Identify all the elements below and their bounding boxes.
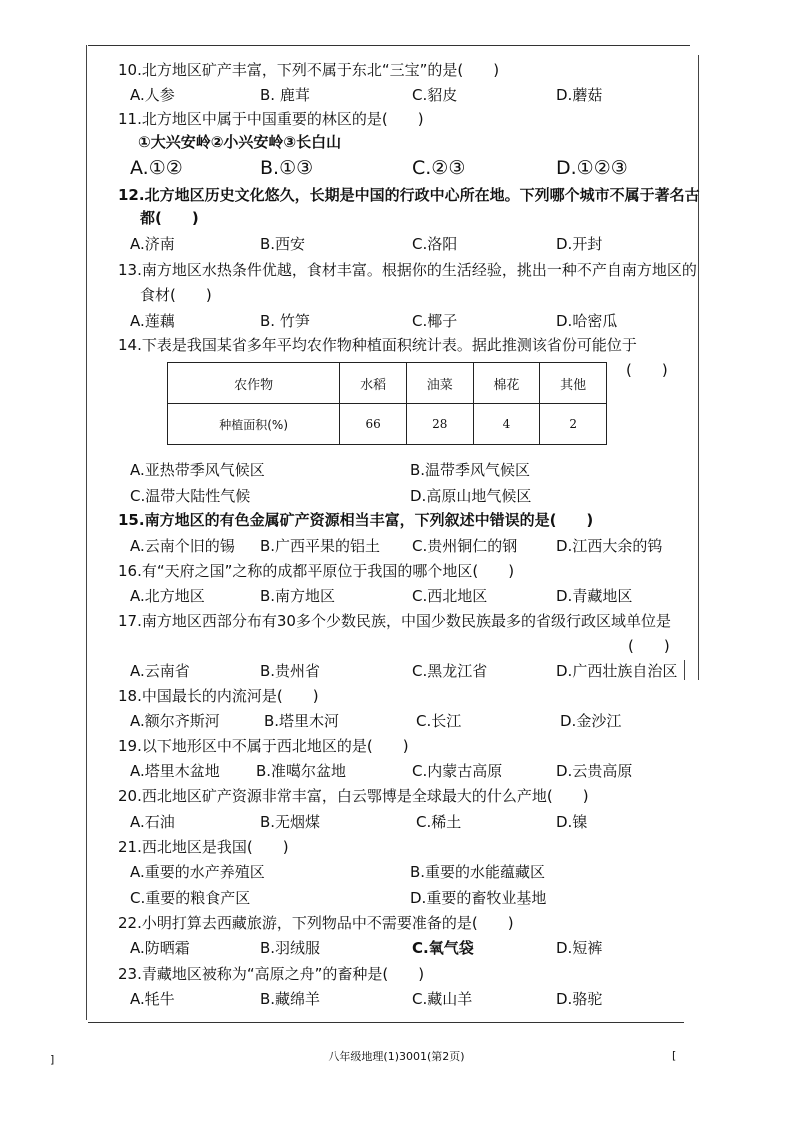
- footer-right-mark: [: [672, 1049, 677, 1062]
- question-22-options: [130, 938, 690, 958]
- q17-option-c: C.黑龙江省: [412, 662, 488, 680]
- table-header-row: [168, 363, 607, 404]
- top-rule: [88, 45, 690, 46]
- question-15-stem: 15.南方地区的有色金属矿产资源相当丰富，下列叙述中错误的是( ): [118, 511, 594, 529]
- q12-option-c: C.洛阳: [412, 235, 458, 253]
- q22-option-a: A.防晒霜: [130, 939, 190, 957]
- question-12-stem-line1: 12.北方地区历史文化悠久，长期是中国的行政中心所在地。下列哪个城市不属于著名古: [118, 186, 700, 204]
- q19-option-a: A.塔里木盆地: [130, 762, 220, 780]
- q13-option-b: B. 竹笋: [260, 312, 310, 330]
- question-10-stem: 10.北方地区矿产丰富，下列不属于东北“三宝”的是( ): [118, 61, 500, 79]
- q14-option-c: C.温带大陆性气候: [130, 487, 251, 505]
- question-23-options: [130, 989, 690, 1009]
- question-11-subitems: ①大兴安岭②小兴安岭③长白山: [138, 133, 342, 151]
- question-14-stem: 14.下表是我国某省多年平均农作物种植面积统计表。据此推测该省份可能位于: [118, 336, 637, 354]
- q12-option-b: B.西安: [260, 235, 306, 253]
- table-header-cell: 油菜: [406, 363, 473, 404]
- question-21-options-row1: [130, 862, 690, 882]
- question-17-stem: 17.南方地区西部分布有30多个少数民族，中国少数民族最多的省级行政区域单位是: [118, 612, 671, 630]
- q21-option-a: A.重要的水产养殖区: [130, 863, 265, 881]
- q13-option-a: A.莲藕: [130, 312, 175, 330]
- question-21-options-row2: [130, 888, 690, 908]
- q14-option-a: A.亚热带季风气候区: [130, 461, 265, 479]
- question-18-stem: 18.中国最长的内流河是( ): [118, 687, 319, 705]
- table-header-cell: 农作物: [168, 363, 340, 404]
- q14-option-b: B.温带季风气候区: [410, 461, 531, 479]
- q22-option-b: B.羽绒服: [260, 939, 321, 957]
- q11-option-d: D.①②③: [556, 157, 628, 179]
- q23-option-d: D.骆驼: [556, 990, 603, 1008]
- crop-area-table: [167, 362, 607, 445]
- q12-option-a: A.济南: [130, 235, 175, 253]
- question-13-stem-line2: 食材( ): [140, 286, 212, 304]
- left-margin-line: [86, 45, 87, 1020]
- q20-option-a: A.石油: [130, 813, 175, 831]
- question-21-stem: 21.西北地区是我国( ): [118, 838, 289, 856]
- question-14-options-row1: [130, 460, 690, 480]
- q21-option-c: C.重要的粮食产区: [130, 889, 251, 907]
- question-15-options: [130, 536, 690, 556]
- question-11-stem: 11.北方地区中属于中国重要的林区的是( ): [118, 110, 424, 128]
- table-header-cell: 其他: [540, 363, 607, 404]
- q20-option-b: B.无烟煤: [260, 813, 321, 831]
- q17-option-a: A.云南省: [130, 662, 190, 680]
- table-cell: 4: [473, 404, 540, 445]
- question-16-options: [130, 586, 690, 606]
- question-12-stem-line2: 都( ): [140, 209, 199, 227]
- q16-option-b: B.南方地区: [260, 587, 336, 605]
- q10-option-c: C.貂皮: [412, 86, 458, 104]
- question-12-options: [130, 234, 690, 254]
- bottom-rule: [88, 1022, 684, 1023]
- q10-option-b: B. 鹿茸: [260, 86, 310, 104]
- table-cell: 28: [406, 404, 473, 445]
- question-18-options: [130, 711, 690, 731]
- right-margin-line: [698, 55, 699, 680]
- table-header-cell: 棉花: [473, 363, 540, 404]
- q13-option-c: C.椰子: [412, 312, 458, 330]
- page-footer: 八年级地理(1)3001(第2页): [328, 1050, 465, 1063]
- q17-option-d: D.广西壮族自治区: [556, 662, 678, 680]
- question-13-options: [130, 311, 690, 331]
- q16-option-c: C.西北地区: [412, 587, 488, 605]
- q15-option-a: A.云南个旧的锡: [130, 537, 235, 555]
- question-14-answer-paren: ( ): [626, 361, 668, 379]
- q23-option-c: C.藏山羊: [412, 990, 473, 1008]
- q15-option-c: C.贵州铜仁的钢: [412, 537, 518, 555]
- q12-option-d: D.开封: [556, 235, 603, 253]
- q16-option-d: D.青藏地区: [556, 587, 633, 605]
- q11-option-a: A.①②: [130, 157, 183, 179]
- q19-option-d: D.云贵高原: [556, 762, 633, 780]
- q18-option-c: C.长江: [416, 712, 462, 730]
- question-23-stem: 23.青藏地区被称为“高原之舟”的畜种是( ): [118, 965, 425, 983]
- table-cell: 66: [340, 404, 407, 445]
- q15-option-b: B.广西平果的铝土: [260, 537, 381, 555]
- q22-option-d: D.短裤: [556, 939, 603, 957]
- q23-option-b: B.藏绵羊: [260, 990, 321, 1008]
- q21-option-b: B.重要的水能蕴藏区: [410, 863, 546, 881]
- question-14-options-row2: [130, 486, 690, 506]
- table-row: [168, 404, 607, 445]
- q11-option-b: B.①③: [260, 157, 314, 179]
- q10-option-a: A.人参: [130, 86, 175, 104]
- q18-option-d: D.金沙江: [560, 712, 622, 730]
- question-13-stem-line1: 13.南方地区水热条件优越，食材丰富。根据你的生活经验，挑出一种不产自南方地区的: [118, 261, 697, 279]
- q20-option-d: D.镍: [556, 813, 588, 831]
- q15-option-d: D.江西大余的钨: [556, 537, 663, 555]
- question-10-options: [130, 85, 690, 105]
- q19-option-c: C.内蒙古高原: [412, 762, 503, 780]
- q20-option-c: C.稀土: [416, 813, 462, 831]
- q18-option-a: A.额尔齐斯河: [130, 712, 220, 730]
- q13-option-d: D.哈密瓜: [556, 312, 618, 330]
- q23-option-a: A.牦牛: [130, 990, 175, 1008]
- question-22-stem: 22.小明打算去西藏旅游，下列物品中不需要准备的是( ): [118, 914, 514, 932]
- question-20-options: [130, 812, 690, 832]
- q18-option-b: B.塔里木河: [264, 712, 340, 730]
- question-17-answer-paren: ( ): [628, 637, 670, 655]
- table-row-label: 种植面积(%): [168, 404, 340, 445]
- q19-option-b: B.准噶尔盆地: [256, 762, 347, 780]
- question-16-stem: 16.有“天府之国”之称的成都平原位于我国的哪个地区( ): [118, 562, 515, 580]
- table-cell: 2: [540, 404, 607, 445]
- table-header-cell: 水稻: [340, 363, 407, 404]
- q14-option-d: D.高原山地气候区: [410, 487, 532, 505]
- q21-option-d: D.重要的畜牧业基地: [410, 889, 547, 907]
- q22-option-c: C.氧气袋: [412, 939, 474, 957]
- question-20-stem: 20.西北地区矿产资源非常丰富，白云鄂博是全球最大的什么产地( ): [118, 787, 589, 805]
- footer-left-mark: ]: [50, 1053, 55, 1066]
- question-17-options: [130, 661, 690, 681]
- q16-option-a: A.北方地区: [130, 587, 205, 605]
- question-19-options: [130, 761, 690, 781]
- q17-option-b: B.贵州省: [260, 662, 321, 680]
- q10-option-d: D.蘑菇: [556, 86, 603, 104]
- question-11-options: [130, 156, 690, 180]
- q11-option-c: C.②③: [412, 157, 466, 179]
- question-19-stem: 19.以下地形区中不属于西北地区的是( ): [118, 737, 409, 755]
